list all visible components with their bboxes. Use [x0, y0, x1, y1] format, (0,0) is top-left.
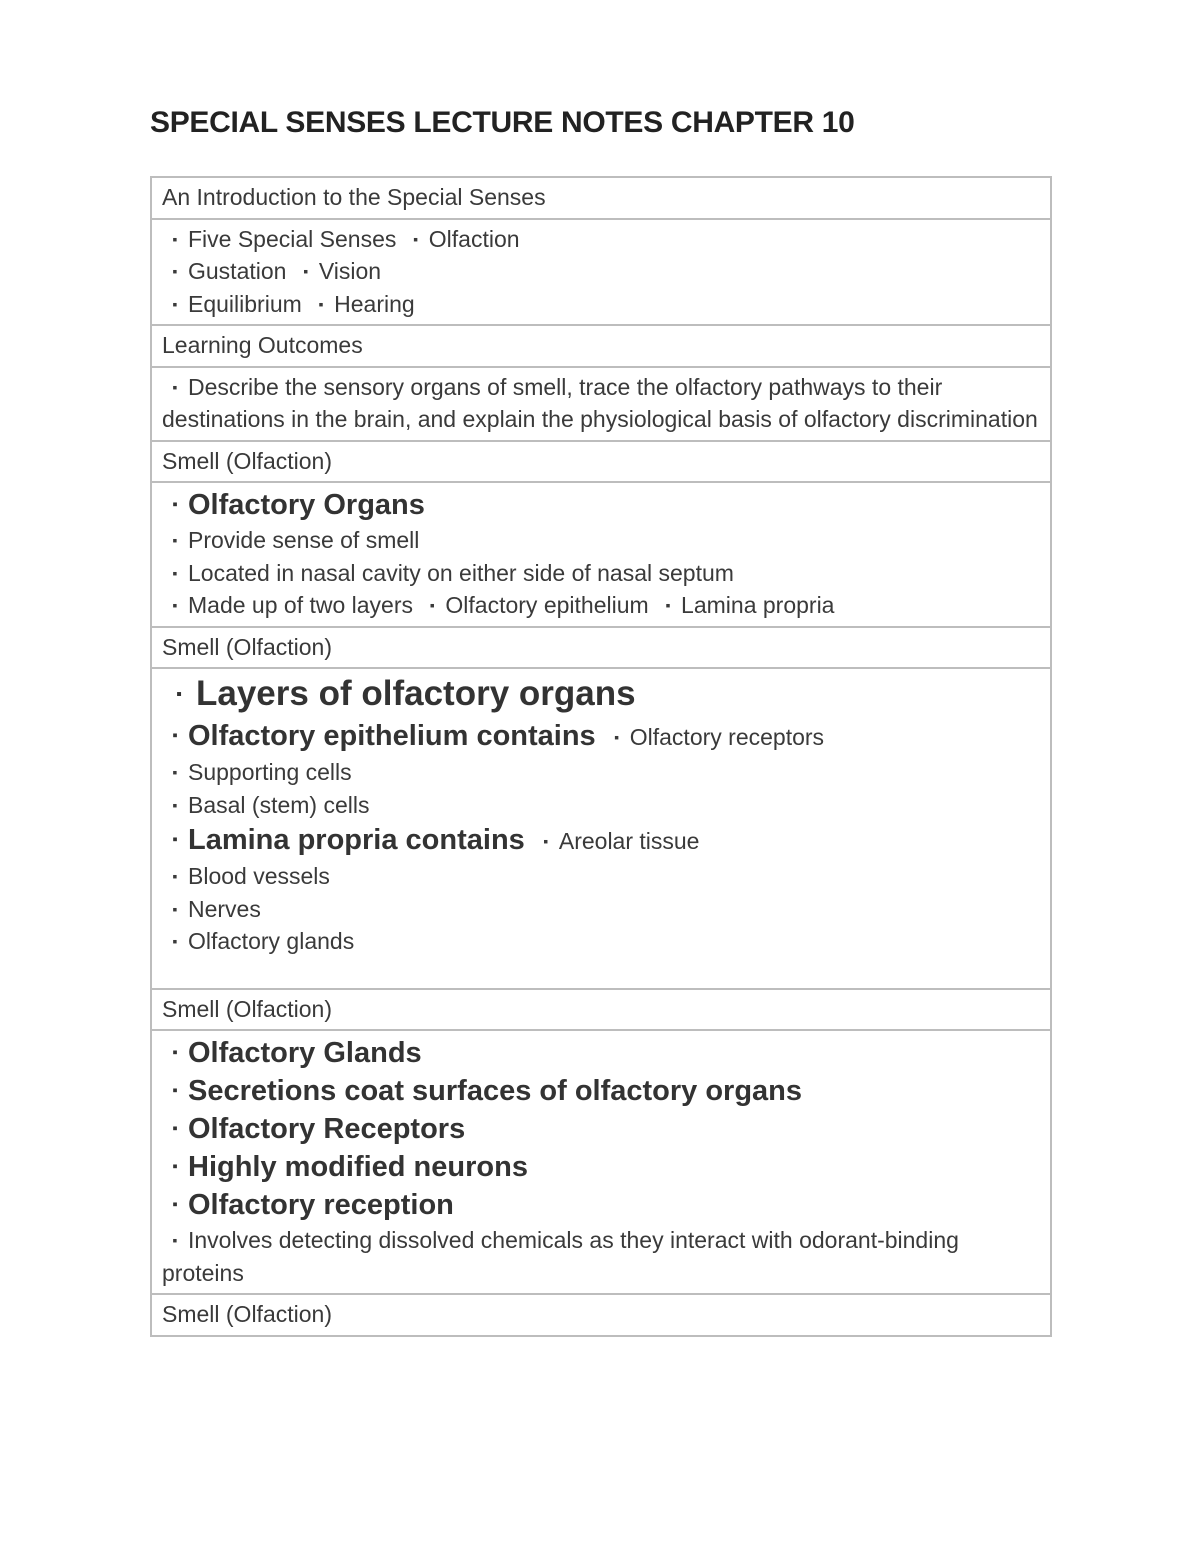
list-subheading-text: Olfactory epithelium contains — [188, 720, 596, 752]
section-body-row — [151, 482, 1051, 627]
list-item-text: Located in nasal cavity on either side of nasal septum — [188, 559, 734, 586]
section-header-row — [151, 441, 1051, 483]
list-item — [162, 524, 1040, 557]
list-item-text: Hearing — [334, 290, 415, 317]
list-item-text: Olfactory receptors — [629, 724, 825, 750]
bullet-icon: ▪ — [172, 796, 178, 813]
list-item — [162, 893, 1040, 926]
inline-item — [604, 724, 824, 750]
list-item-text: Lamina propria — [681, 592, 835, 618]
section-header-smell: Smell (Olfaction) — [151, 989, 1051, 1031]
list-item — [162, 925, 1040, 958]
bullet-icon: ▪ — [172, 597, 178, 613]
section-body-introduction — [151, 219, 1051, 326]
bullet-icon: ▪ — [172, 1232, 178, 1248]
section-header-row — [151, 989, 1051, 1031]
section-body-learning-outcomes — [151, 367, 1051, 441]
list-item-text: Basal (stem) cells — [188, 791, 370, 818]
list-item-text: Involves detecting dissolved chemicals as they interact with odorant-binding proteins — [162, 1227, 959, 1286]
list-heading-text: Layers of olfactory organs — [196, 674, 636, 713]
bullet-icon: ▪ — [172, 564, 178, 581]
list-heading-text: Olfactory Receptors — [188, 1113, 466, 1145]
section-header-introduction: An Introduction to the Special Senses — [151, 177, 1051, 219]
section-header-smell: Smell (Olfaction) — [151, 1294, 1051, 1336]
bullet-icon: ▪ — [172, 933, 178, 949]
list-heading-text: Olfactory Organs — [188, 489, 425, 521]
list-item — [162, 288, 1040, 321]
section-header-row — [151, 325, 1051, 367]
bullet-icon: ▪ — [614, 729, 620, 745]
list-item-text: Gustation — [188, 258, 287, 284]
list-subheading — [162, 717, 1040, 756]
list-item — [162, 255, 1040, 288]
list-item-text: Nerves — [188, 895, 261, 922]
list-item-text: Blood vessels — [188, 863, 330, 889]
bullet-icon: ▪ — [172, 764, 178, 780]
list-heading — [162, 1148, 1040, 1186]
bullet-icon: ▪ — [172, 727, 178, 744]
section-header-smell: Smell (Olfaction) — [151, 441, 1051, 483]
section-header-smell: Smell (Olfaction) — [151, 627, 1051, 669]
list-heading — [162, 1034, 1040, 1072]
section-header-row — [151, 627, 1051, 669]
list-item-text: Olfaction — [428, 225, 520, 252]
bullet-icon: ▪ — [172, 496, 178, 513]
section-body-olfactory-glands — [151, 1030, 1051, 1294]
list-item — [162, 860, 1040, 893]
section-body-row — [151, 367, 1051, 441]
section-body-row — [151, 219, 1051, 326]
bullet-icon: ▪ — [172, 1082, 178, 1099]
bullet-icon: ▪ — [172, 831, 178, 848]
list-item-text: Five Special Senses — [188, 225, 397, 252]
bullet-icon: ▪ — [303, 263, 309, 279]
list-item-text: Equilibrium — [188, 290, 302, 317]
list-item-text: Describe the sensory organs of smell, trace the olfactory pathways to their destinations in the brain, and explain the physiological basis of olfactory discrimination — [162, 373, 1038, 432]
list-item — [162, 756, 1040, 789]
section-header-row — [151, 1294, 1051, 1336]
list-heading — [162, 1072, 1040, 1110]
section-body-layers — [151, 668, 1051, 989]
list-heading-text: Olfactory reception — [188, 1189, 454, 1221]
bullet-icon: ▪ — [172, 1196, 178, 1213]
list-heading — [162, 1186, 1040, 1224]
list-item — [162, 371, 1040, 436]
bullet-icon: ▪ — [176, 686, 182, 703]
list-item-text: Made up of two layers — [188, 592, 414, 618]
bullet-icon: ▪ — [172, 1120, 178, 1137]
section-body-olfactory-organs — [151, 482, 1051, 627]
list-item-text: Supporting cells — [188, 759, 352, 785]
list-heading-text: Highly modified neurons — [188, 1151, 528, 1183]
bullet-icon: ▪ — [172, 532, 178, 548]
list-heading — [162, 672, 1040, 717]
list-heading — [162, 1110, 1040, 1148]
notes-table — [150, 176, 1052, 1337]
list-item-text: Vision — [318, 258, 382, 284]
bullet-icon: ▪ — [172, 900, 178, 917]
list-heading — [162, 486, 1040, 524]
document-title: SPECIAL SENSES LECTURE NOTES CHAPTER 10 — [150, 106, 855, 139]
bullet-icon: ▪ — [172, 868, 178, 884]
bullet-icon: ▪ — [429, 597, 435, 613]
bullet-icon: ▪ — [665, 597, 671, 613]
list-item — [162, 589, 1040, 622]
list-item-text: Provide sense of smell — [188, 527, 420, 553]
bullet-icon: ▪ — [413, 230, 419, 247]
section-header-learning-outcomes: Learning Outcomes — [151, 325, 1051, 367]
bullet-icon: ▪ — [172, 1158, 178, 1175]
list-item-text: Olfactory epithelium — [445, 592, 649, 618]
list-item — [162, 223, 1040, 256]
list-subheading-text: Lamina propria contains — [188, 824, 525, 856]
list-heading-text: Olfactory Glands — [188, 1037, 422, 1069]
bullet-icon: ▪ — [172, 1044, 178, 1061]
bullet-icon: ▪ — [172, 230, 178, 247]
section-header-row — [151, 177, 1051, 219]
section-body-row — [151, 668, 1051, 989]
list-heading-text: Secretions coat surfaces of olfactory organs — [188, 1075, 803, 1107]
bullet-icon: ▪ — [172, 263, 178, 279]
list-item-text: Olfactory glands — [188, 928, 355, 954]
bullet-icon: ▪ — [172, 378, 178, 395]
inline-item — [533, 828, 700, 854]
bullet-icon: ▪ — [318, 295, 324, 312]
bullet-icon: ▪ — [543, 833, 549, 849]
section-body-row — [151, 1030, 1051, 1294]
list-item — [162, 1224, 1040, 1289]
list-item — [162, 789, 1040, 822]
list-item-text: Areolar tissue — [558, 828, 700, 854]
bullet-icon: ▪ — [172, 295, 178, 312]
list-item — [162, 557, 1040, 590]
list-subheading — [162, 821, 1040, 860]
